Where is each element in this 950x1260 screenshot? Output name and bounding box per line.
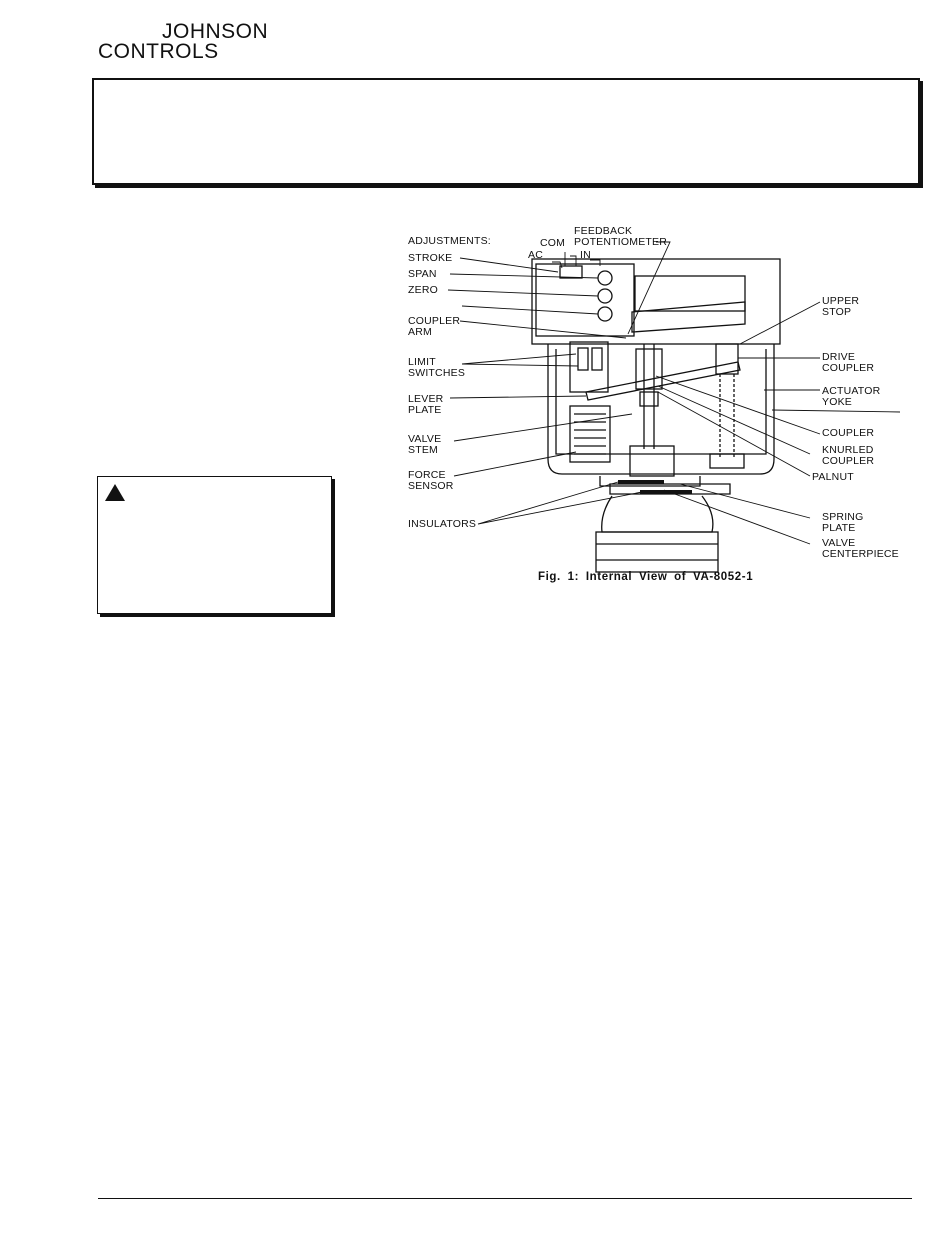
- label-spring-plate-1: SPRING: [822, 511, 864, 523]
- warning-triangle-icon: [104, 483, 126, 502]
- label-knurled-coupler-2: COUPLER: [822, 455, 875, 467]
- document-title-box: [92, 78, 920, 185]
- label-drive-coupler-1: DRIVE: [822, 351, 856, 363]
- label-valve-centerpiece-1: VALVE: [822, 537, 856, 549]
- label-knurled-coupler-1: KNURLED: [822, 444, 874, 456]
- label-upper-stop-1: UPPER: [822, 295, 860, 307]
- label-valve-centerpiece-2: CENTERPIECE: [822, 548, 899, 560]
- label-valve-stem-2: STEM: [408, 444, 438, 456]
- label-palnut: PALNUT: [812, 471, 854, 483]
- logo-text-controls: CONTROLS: [98, 40, 219, 63]
- label-upper-stop-2: STOP: [822, 306, 852, 318]
- figure-caption: Fig. 1: Internal View of VA-8052-1: [538, 571, 754, 583]
- label-drive-coupler-2: COUPLER: [822, 362, 875, 374]
- label-span: SPAN: [408, 268, 437, 280]
- label-coupler-arm-1: COUPLER: [408, 315, 461, 327]
- label-feedback: FEEDBACK: [574, 225, 633, 237]
- label-lever-plate-1: LEVER: [408, 393, 444, 405]
- logo-text-johnson: JOHNSON: [162, 20, 269, 43]
- label-actuator-yoke-1: ACTUATOR: [822, 385, 881, 397]
- label-force-sensor-2: SENSOR: [408, 480, 454, 492]
- label-coupler-arm-2: ARM: [408, 326, 432, 338]
- label-valve-stem-1: VALVE: [408, 433, 442, 445]
- label-limit-switches-1: LIMIT: [408, 356, 436, 368]
- label-spring-plate-2: PLATE: [822, 522, 856, 534]
- label-com: COM: [540, 237, 566, 249]
- label-zero: ZERO: [408, 284, 438, 296]
- label-coupler: COUPLER: [822, 427, 875, 439]
- label-stroke: STROKE: [408, 252, 453, 264]
- label-actuator-yoke-2: YOKE: [822, 396, 852, 408]
- label-insulators: INSULATORS: [408, 518, 477, 530]
- internal-view-figure: [400, 214, 910, 584]
- label-lever-plate-2: PLATE: [408, 404, 442, 416]
- label-adjustments: ADJUSTMENTS:: [408, 235, 491, 247]
- warning-box: [97, 476, 332, 614]
- label-ac: AC: [528, 249, 543, 261]
- label-limit-switches-2: SWITCHES: [408, 367, 466, 379]
- label-in: IN: [580, 249, 591, 261]
- footer-rule: [98, 1198, 912, 1199]
- johnson-controls-logo: [98, 18, 298, 66]
- label-potentiometer: POTENTIOMETER: [574, 236, 668, 248]
- label-force-sensor-1: FORCE: [408, 469, 446, 481]
